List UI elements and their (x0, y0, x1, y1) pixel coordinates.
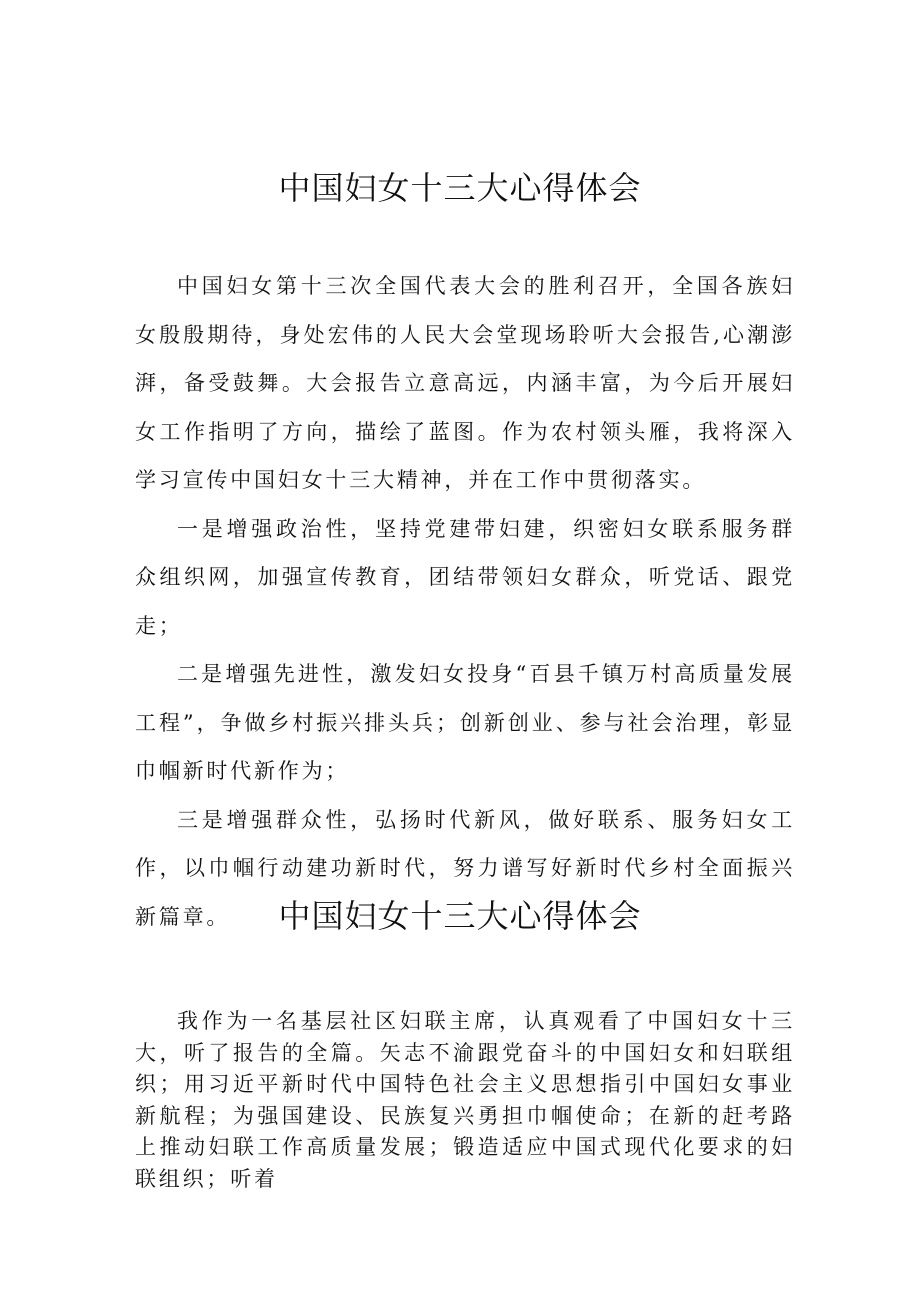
section-1-paragraph: 二是增强先进性，激发妇女投身“百县千镇万村高质量发展工程”，争做乡村振兴排头兵；创新创业、参与社会治理，彰显巾帼新时代新作为； (135, 662, 795, 783)
section-2-body (135, 1006, 795, 1195)
section-1-paragraph: 中国妇女第十三次全国代表大会的胜利召开，全国各族妇女殷殷期待，身处宏伟的人民大会堂现场聆听大会报告,心潮澎湃，备受鼓舞。大会报告立意高远，内涵丰富，为今后开展妇女工作指明了方向，描绘了蓝图。作为农村领头雁，我将深入学习宣传中国妇女十三大精神，并在工作中贯彻落实。 (135, 274, 795, 492)
section-2-paragraph: 我作为一名基层社区妇联主席，认真观看了中国妇女十三大，听了报告的全篇。矢志不渝跟党奋斗的中国妇女和妇联组织；用习近平新时代中国特色社会主义思想指引中国妇女事业新航程；为强国建设、民族复兴勇担巾帼使命；在新的赶考路上推动妇联工作高质量发展；锻造适应中国式现代化要求的妇联组织；听着 (135, 1009, 795, 1191)
section-1-body (135, 262, 795, 941)
section-1-title: 中国妇女十三大心得体会 (278, 169, 642, 207)
section-1-paragraph: 三是增强群众性，弘扬时代新风，做好联系、服务妇女工作，以巾帼行动建功新时代，努力谱写好新时代乡村全面振兴新篇章。 (135, 807, 795, 929)
section-2-title: 中国妇女十三大心得体会 (278, 897, 642, 935)
section-1-paragraph: 一是增强政治性，坚持党建带妇建，织密妇女联系服务群众组织网，加强宣传教育，团结带领妇女群众，听党话、跟党走； (135, 516, 795, 638)
